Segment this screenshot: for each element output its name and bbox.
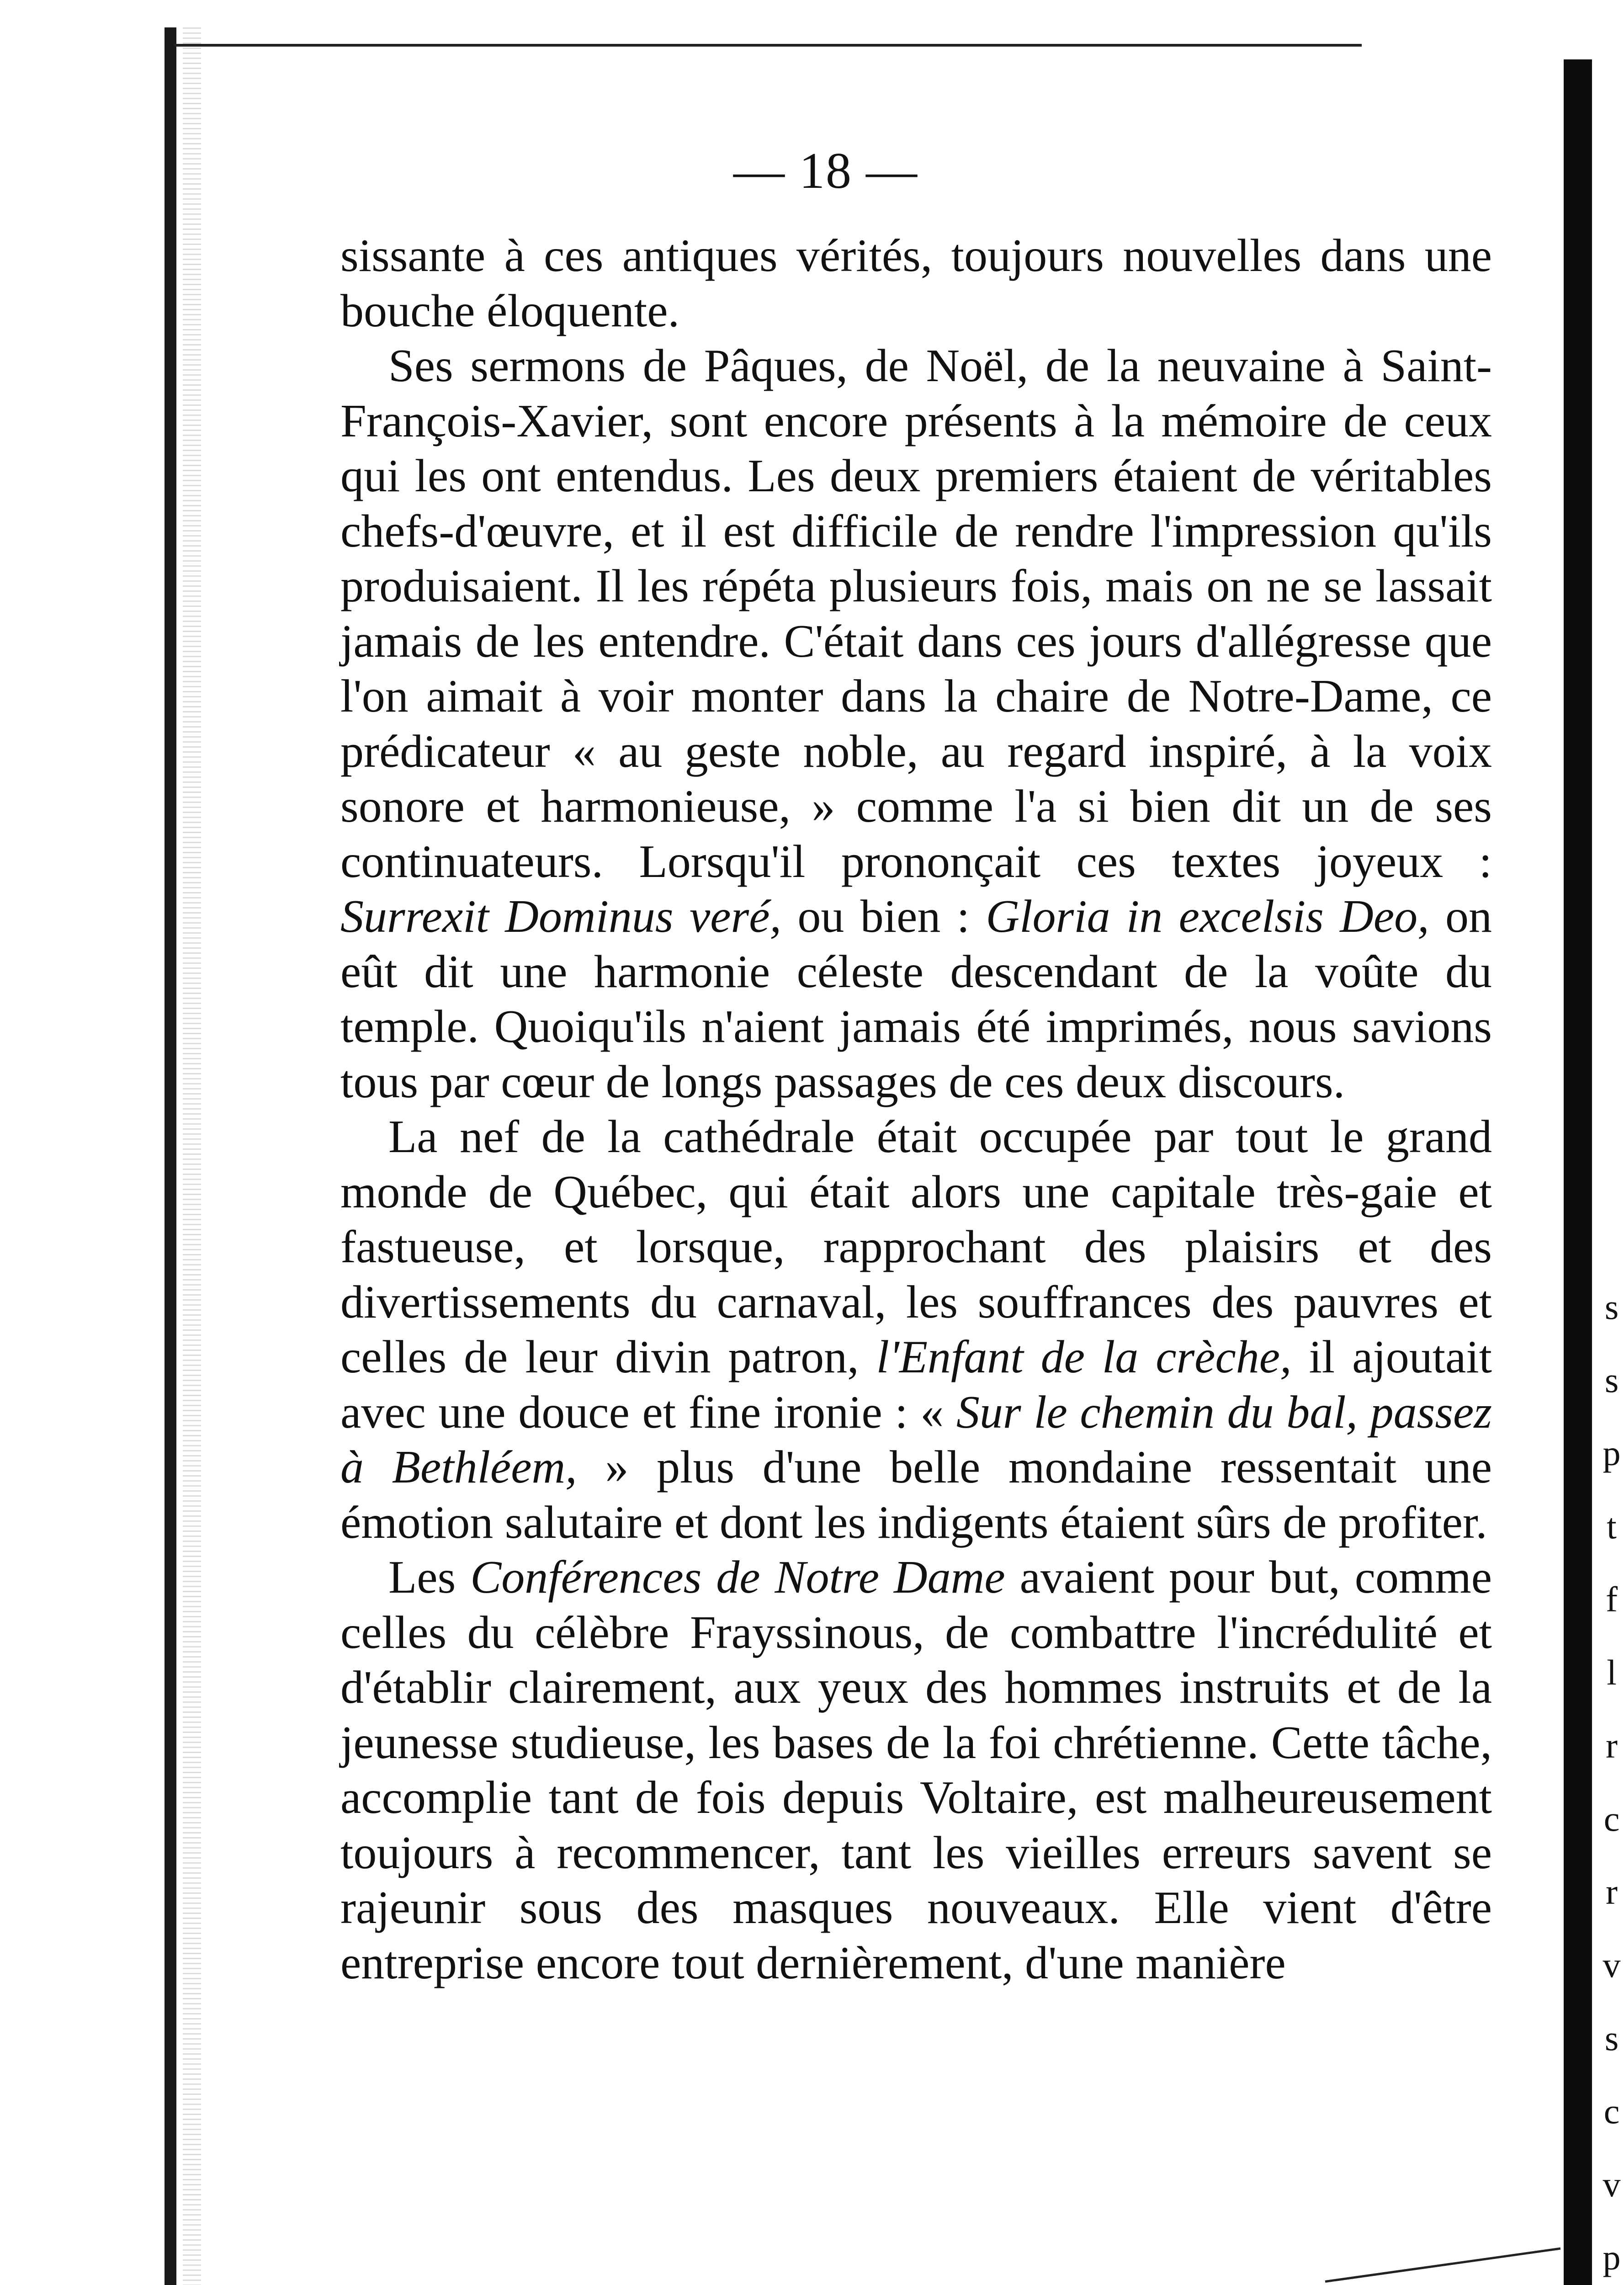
margin-glyph: l xyxy=(1607,1653,1617,1692)
text-run: Les xyxy=(388,1552,471,1603)
margin-glyph: f xyxy=(1606,1579,1618,1619)
margin-glyph: v xyxy=(1603,1945,1621,1985)
text-run: il ajoutait avec une douce et fine ironie : « xyxy=(340,1331,1492,1438)
margin-glyph: s xyxy=(1604,2018,1619,2058)
margin-glyph: c xyxy=(1603,1799,1620,1839)
paragraph xyxy=(340,228,1492,339)
margin-glyph: s xyxy=(1604,1287,1619,1327)
text-run: » plus d'une belle mondaine ressentait une émotion salutaire et dont les indigents étaient sûrs de profiter. xyxy=(340,1441,1492,1548)
text-run: La nef de la cathédrale était occupée par tout le grand monde de Québec, qui était alors une capitale très-gaie et fastueuse, et lorsque, rapprochant des plaisirs et des divertissements du carnaval, les souffrances des pauvres et celles de leur divin patron, xyxy=(340,1111,1492,1383)
margin-glyph: r xyxy=(1606,1726,1618,1765)
margin-glyph: v xyxy=(1603,2164,1621,2204)
italic-text: Sur le chemin du bal, passez à Bethléem, xyxy=(340,1386,1492,1493)
scan-bottom-stroke xyxy=(1325,2248,1561,2283)
paragraph xyxy=(340,1110,1492,1550)
italic-text: Surrexit Dominus veré, xyxy=(340,891,781,942)
paragraph xyxy=(340,339,1492,1110)
margin-glyph: p xyxy=(1603,1433,1621,1473)
margin-glyph: p xyxy=(1603,2237,1621,2277)
text-run: ou bien : xyxy=(781,891,986,942)
italic-text: l'Enfant de la crèche, xyxy=(876,1331,1292,1383)
text-run: avaient pour but, comme celles du célèbre Frayssinous, de combattre l'incrédulité et d'établir clairement, aux yeux des hommes instruits et de la jeunesse studieuse, les bases de la foi chrétienne. Cette tâche, accomplie tant de fois depuis Voltaire, est malheureusement toujours à recommencer, tant les vieilles erreurs savent se rajeunir sous des masques nouveaux. Elle vient d'être entreprise encore tout dernièrement, d'une manière xyxy=(340,1552,1492,1989)
margin-glyph: r xyxy=(1606,1872,1618,1912)
italic-text: Gloria in excelsis Deo, xyxy=(986,891,1429,942)
facing-page-margin-glyphs xyxy=(1599,1270,1624,2285)
text-run: on eût dit une harmonie céleste descendant de la voûte du temple. Quoiqu'ils n'aient jamais été imprimés, nous savions tous par cœur de longs passages de ces deux discours. xyxy=(340,891,1492,1108)
page-number: — 18 — xyxy=(733,143,918,199)
scan-right-edge xyxy=(1564,59,1592,2285)
margin-glyph: t xyxy=(1607,1506,1617,1546)
scan-top-edge xyxy=(174,44,1362,47)
paragraph xyxy=(340,1550,1492,1991)
italic-text: Conférences de Notre Dame xyxy=(470,1552,1005,1603)
margin-glyph: s xyxy=(1604,1360,1619,1400)
text-run: sissante à ces antiques vérités, toujours nouvelles dans une bouche éloquente. xyxy=(340,230,1492,337)
margin-glyph: c xyxy=(1603,2091,1620,2131)
text-run: Ses sermons de Pâques, de Noël, de la neuvaine à Saint-François-Xavier, sont encore présents à la mémoire de ceux qui les ont entendus. Les deux premiers étaient de véritables chefs-d'œuvre, et il est difficile de rendre l'impression qu'ils produisaient. Il les répéta plusieurs fois, mais on ne se lassait jamais de les entendre. C'était dans ces jours d'allégresse que l'on aimait à voir monter dans la chaire de Notre-Dame, ce prédicateur « au geste noble, au regard inspiré, à la voix sonore et harmonieuse, » comme l'a si bien dit un de ses continuateurs. Lorsqu'il prononçait ces textes joyeux : xyxy=(340,340,1492,887)
page-body-text xyxy=(340,228,1492,1991)
scan-binding-shadow xyxy=(183,27,201,2285)
scan-binding-edge xyxy=(165,27,176,2285)
